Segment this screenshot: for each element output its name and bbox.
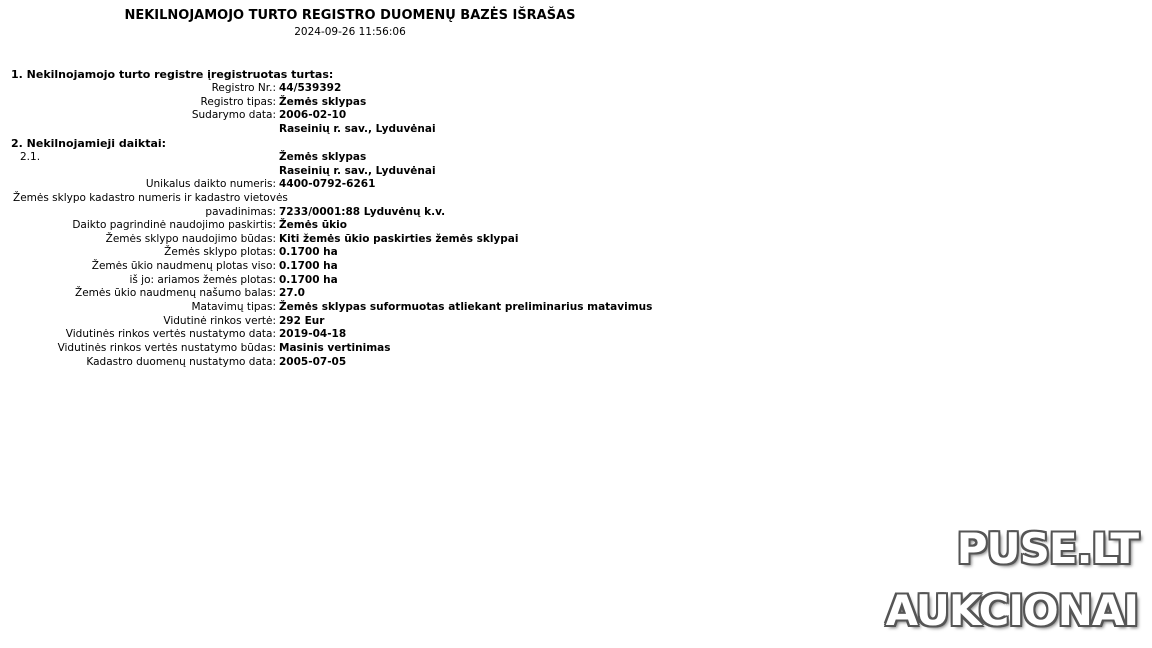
field-label: Vidutinės rinkos vertės nustatymo data: xyxy=(65,328,276,341)
field-row xyxy=(0,274,760,288)
field-row xyxy=(0,123,760,137)
field-value: 0.1700 ha xyxy=(279,273,338,286)
field-value: Kiti žemės ūkio paskirties žemės sklypai xyxy=(279,232,519,245)
field-row xyxy=(0,315,760,329)
field-row xyxy=(0,233,760,247)
field-label: Žemės sklypo naudojimo būdas: xyxy=(105,232,276,245)
field-value: 0.1700 ha xyxy=(279,246,338,259)
field-label: Žemės ūkio naudmenų plotas viso: xyxy=(91,260,276,273)
field-label: pavadinimas: xyxy=(205,205,276,218)
field-label: iš jo: ariamos žemės plotas: xyxy=(129,273,276,286)
field-value: 2019-04-18 xyxy=(279,328,347,341)
field-label: Registro Nr.: xyxy=(211,82,276,94)
field-label: Registro tipas: xyxy=(200,95,276,108)
field-label: Vidutinė rinkos vertė: xyxy=(163,314,276,327)
field-value: Žemės sklypas suformuotas atliekant preliminarius matavimus xyxy=(279,301,653,314)
field-value: 44/539392 xyxy=(279,82,342,94)
field-row xyxy=(0,219,760,233)
item-type: Žemės sklypas xyxy=(279,151,367,163)
field-row xyxy=(0,82,760,96)
field-label xyxy=(0,123,279,137)
section-1-heading: 1. Nekilnojamojo turto registre įregistruotas turtas: xyxy=(11,68,334,81)
field-label: Unikalus daikto numeris: xyxy=(145,178,276,191)
field-row xyxy=(0,328,760,342)
item-address: Raseinių r. sav., Lyduvėnai xyxy=(279,164,436,177)
field-value: Žemės sklypas xyxy=(279,95,367,108)
field-value: Raseinių r. sav., Lyduvėnai xyxy=(279,122,436,135)
field-value: Masinis vertinimas xyxy=(279,341,391,354)
field-row xyxy=(0,260,760,274)
item-address-row xyxy=(0,165,760,179)
field-label: Žemės sklypo plotas: xyxy=(164,246,276,259)
field-row xyxy=(0,206,760,220)
item-row xyxy=(0,151,760,165)
field-value: 27.0 xyxy=(279,287,305,300)
field-label: Žemės ūkio naudmenų našumo balas: xyxy=(75,287,276,300)
field-value: Žemės ūkio xyxy=(279,219,347,232)
watermark-line-1: PUSE.LT xyxy=(956,524,1138,573)
field-value: 2006-02-10 xyxy=(279,109,347,122)
field-row xyxy=(0,246,760,260)
field-row xyxy=(0,301,760,315)
field-row xyxy=(0,178,760,192)
document-datetime: 2024-09-26 11:56:06 xyxy=(294,26,406,38)
field-row xyxy=(0,356,760,370)
section-2-rows xyxy=(0,151,760,369)
document-title: NEKILNOJAMOJO TURTO REGISTRO DUOMENŲ BAZĖS IŠRAŠAS xyxy=(124,8,576,23)
field-value: 4400-0792-6261 xyxy=(279,178,376,191)
section-2-heading: 2. Nekilnojamieji daiktai: xyxy=(11,137,167,150)
watermark-line-2: AUKCIONAI xyxy=(885,586,1138,635)
item-number: 2.1. xyxy=(20,151,41,163)
field-value: 0.1700 ha xyxy=(279,260,338,273)
field-label: Sudarymo data: xyxy=(191,109,276,122)
field-label-line1: Žemės sklypo kadastro numeris ir kadastro vietovės xyxy=(13,191,288,204)
field-row xyxy=(0,342,760,356)
field-value: 7233/0001:88 Lyduvėnų k.v. xyxy=(279,205,446,218)
section-1-rows xyxy=(0,82,760,137)
empty-label xyxy=(0,165,279,179)
field-value: 292 Eur xyxy=(279,314,325,327)
field-label: Vidutinės rinkos vertės nustatymo būdas: xyxy=(57,341,276,354)
field-value: 2005-07-05 xyxy=(279,355,347,368)
kadastro-label-line xyxy=(0,192,760,206)
field-label: Kadastro duomenų nustatymo data: xyxy=(86,355,276,368)
field-row xyxy=(0,287,760,301)
field-row xyxy=(0,96,760,110)
field-row xyxy=(0,109,760,123)
field-label: Daikto pagrindinė naudojimo paskirtis: xyxy=(72,219,276,232)
field-label: Matavimų tipas: xyxy=(191,301,276,314)
